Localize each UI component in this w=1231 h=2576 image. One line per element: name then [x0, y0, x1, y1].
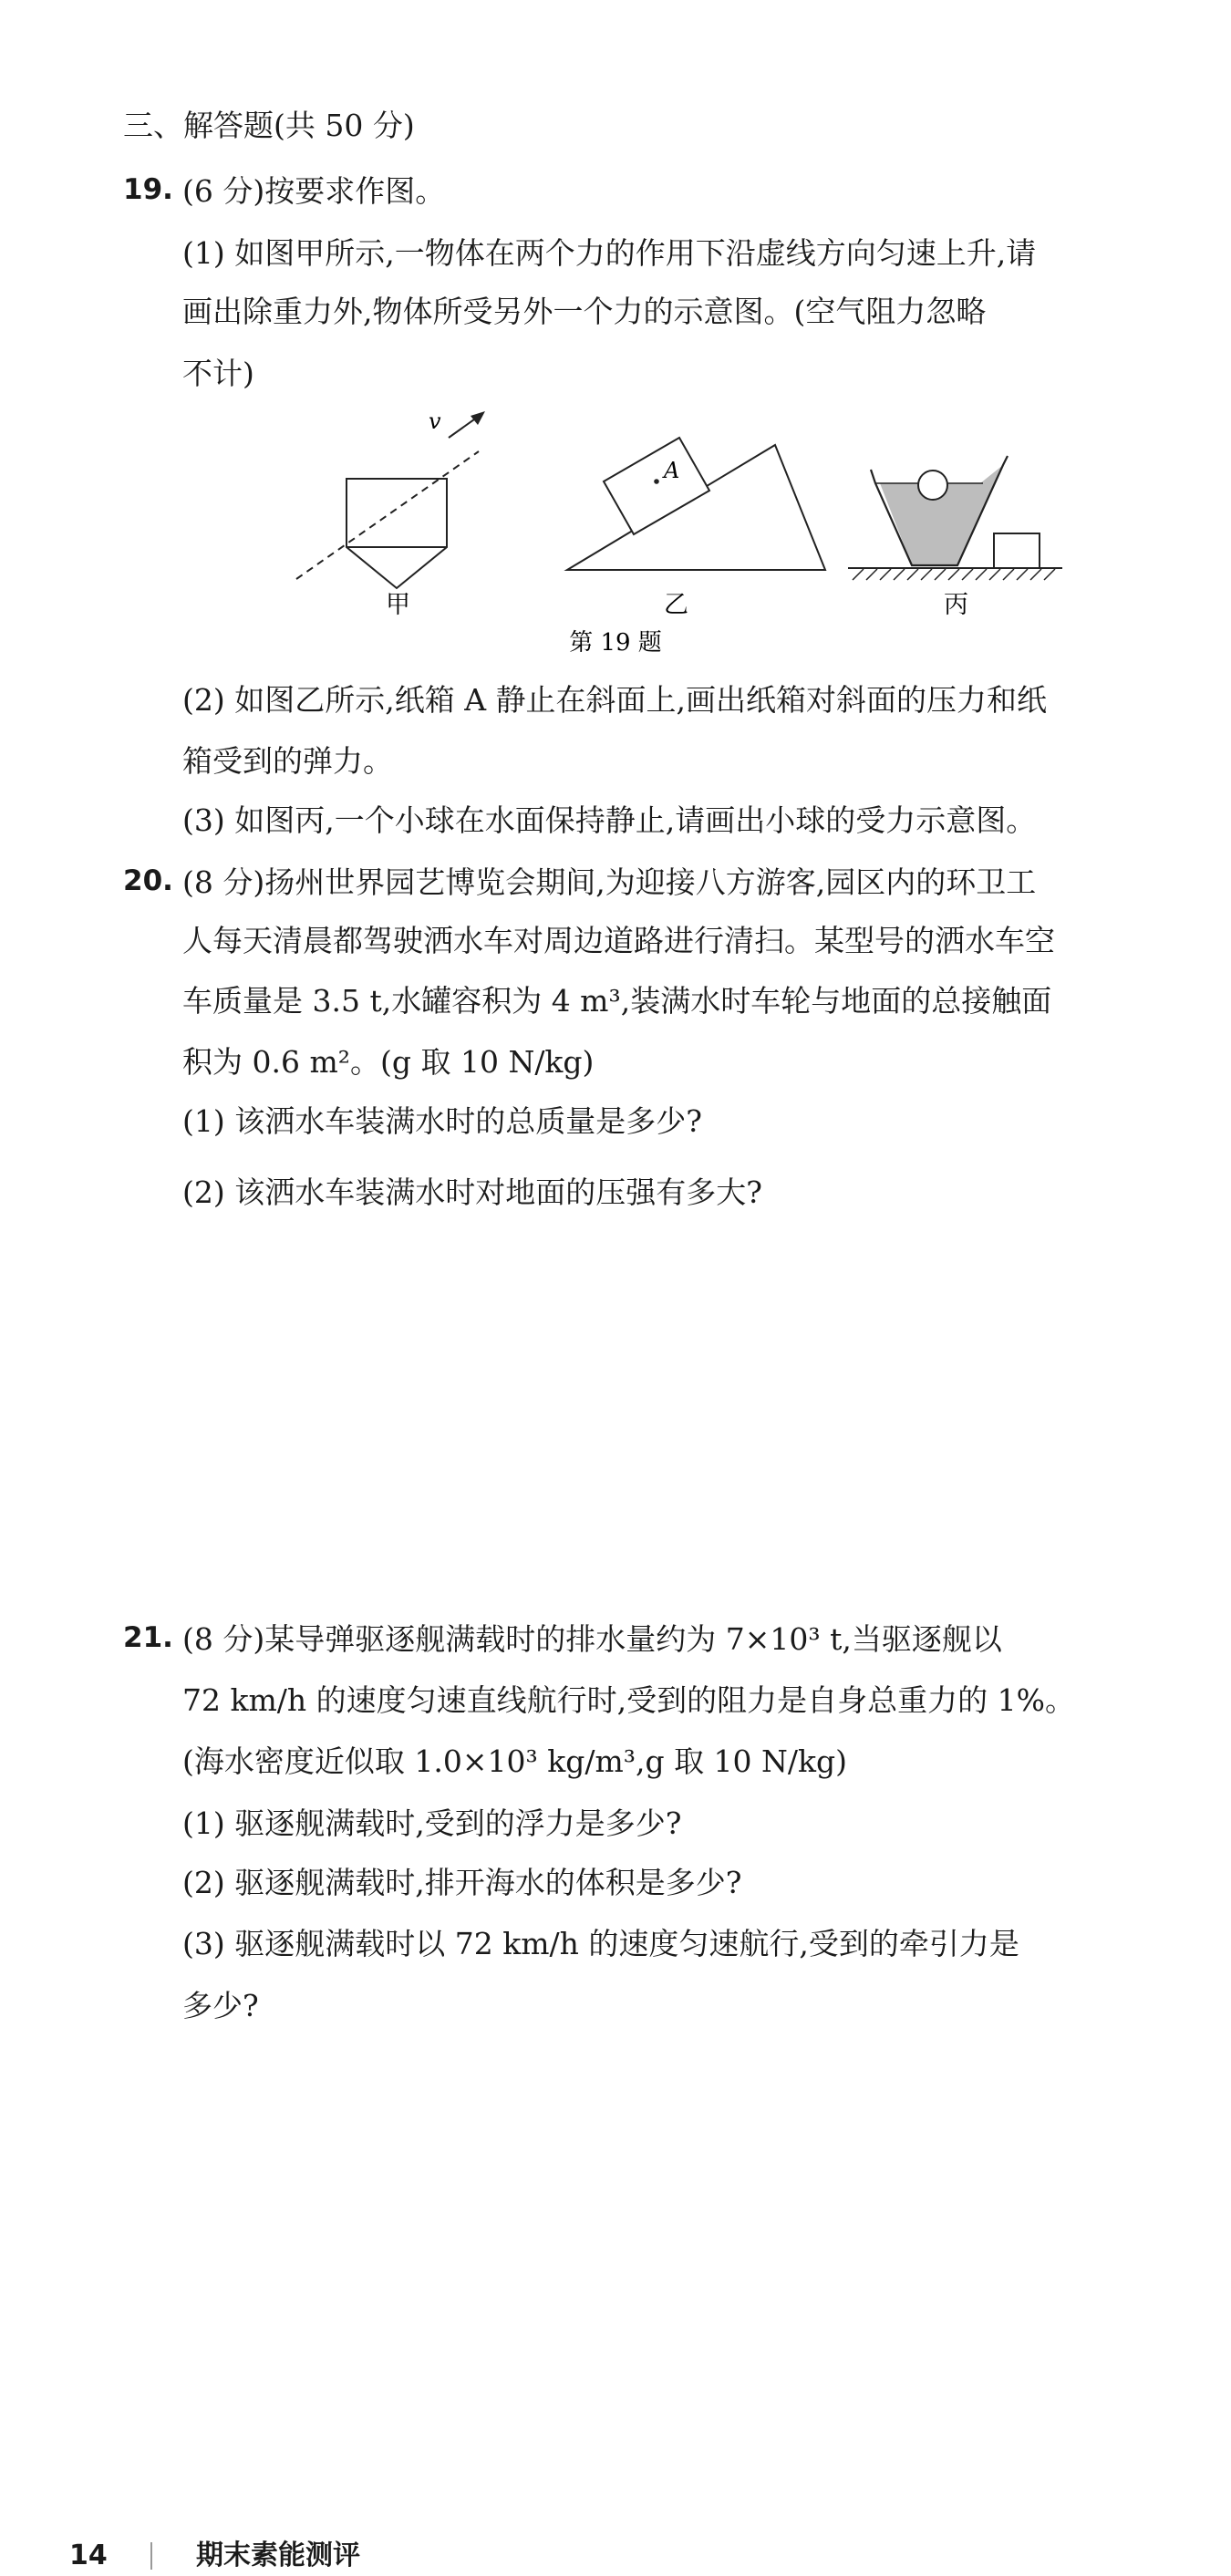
footer-title: 期末素能测评 — [196, 2540, 360, 2571]
question-19-part2-line2: 箱受到的弹力。 — [182, 743, 393, 779]
question-20-line4: 积为 0.6 m²。(g 取 10 N/kg) — [182, 1044, 595, 1080]
question-19-part3-line1: (3) 如图丙,一个小球在水面保持静止,请画出小球的受力示意图。 — [182, 802, 1037, 838]
question-21-line2: 72 km/h 的速度匀速直线航行时,受到的阻力是自身总重力的 1%。 — [182, 1682, 1075, 1718]
jia-velocity-label: v — [429, 409, 441, 434]
yi-box-center-dot — [654, 479, 659, 484]
bing-ground-hatch — [853, 569, 1055, 580]
question-19-number: 19. — [123, 173, 173, 206]
footer-divider — [150, 2542, 152, 2570]
bing-support-block — [994, 533, 1040, 568]
jia-label: 甲 — [386, 591, 410, 619]
question-19-part1-line3: 不计) — [182, 356, 254, 391]
question-20-line2: 人每天清晨都驾驶洒水车对周边道路进行清扫。某型号的洒水车空 — [182, 923, 1055, 958]
bing-ball — [918, 471, 947, 500]
question-21-sub2: (2) 驱逐舰满载时,排开海水的体积是多少? — [182, 1865, 742, 1900]
jia-dashed-path — [296, 451, 479, 579]
question-20-number: 20. — [123, 864, 173, 897]
question-20-line1: (8 分)扬州世界园艺博览会期间,为迎接八方游客,园区内的环卫工 — [182, 864, 1037, 900]
question-20-sub1: (1) 该洒水车装满水时的总质量是多少? — [182, 1103, 702, 1139]
figure-caption: 第 19 题 — [569, 629, 662, 657]
question-21-line1: (8 分)某导弹驱逐舰满载时的排水量约为 7×10³ t,当驱逐舰以 — [182, 1621, 1002, 1657]
question-20-sub2: (2) 该洒水车装满水时对地面的压强有多大? — [182, 1174, 762, 1210]
yi-box-a — [604, 438, 709, 534]
figure-yi — [567, 438, 825, 619]
question-19-header: (6 分)按要求作图。 — [182, 173, 446, 209]
question-19-part2-line1: (2) 如图乙所示,纸箱 A 静止在斜面上,画出纸箱对斜面的压力和纸 — [182, 682, 1048, 718]
jia-arrow-head-icon — [471, 411, 485, 425]
figure-jia — [296, 409, 485, 619]
question-21-sub3-line2: 多少? — [182, 1988, 259, 2023]
yi-label: 乙 — [664, 591, 688, 619]
bing-label: 丙 — [944, 591, 968, 619]
yi-box-label: A — [664, 458, 680, 483]
question-21-sub1: (1) 驱逐舰满载时,受到的浮力是多少? — [182, 1805, 682, 1841]
question-21-number: 21. — [123, 1621, 173, 1654]
question-19-part1-line1: (1) 如图甲所示,一物体在两个力的作用下沿虚线方向匀速上升,请 — [182, 235, 1037, 271]
figure-bing — [848, 456, 1062, 619]
question-21-line3: (海水密度近似取 1.0×10³ kg/m³,g 取 10 N/kg) — [182, 1743, 848, 1779]
question-19-part1-line2: 画出除重力外,物体所受另外一个力的示意图。(空气阻力忽略 — [182, 294, 987, 329]
yi-incline — [567, 445, 825, 570]
section-title: 三、解答题(共 50 分) — [123, 108, 415, 143]
question-21-sub3-line1: (3) 驱逐舰满载时以 72 km/h 的速度匀速航行,受到的牵引力是 — [182, 1926, 1019, 1961]
question-20-line3: 车质量是 3.5 t,水罐容积为 4 m³,装满水时车轮与地面的总接触面 — [182, 983, 1052, 1019]
question-19-figures — [0, 401, 1231, 666]
footer-page-number: 14 — [69, 2540, 108, 2571]
